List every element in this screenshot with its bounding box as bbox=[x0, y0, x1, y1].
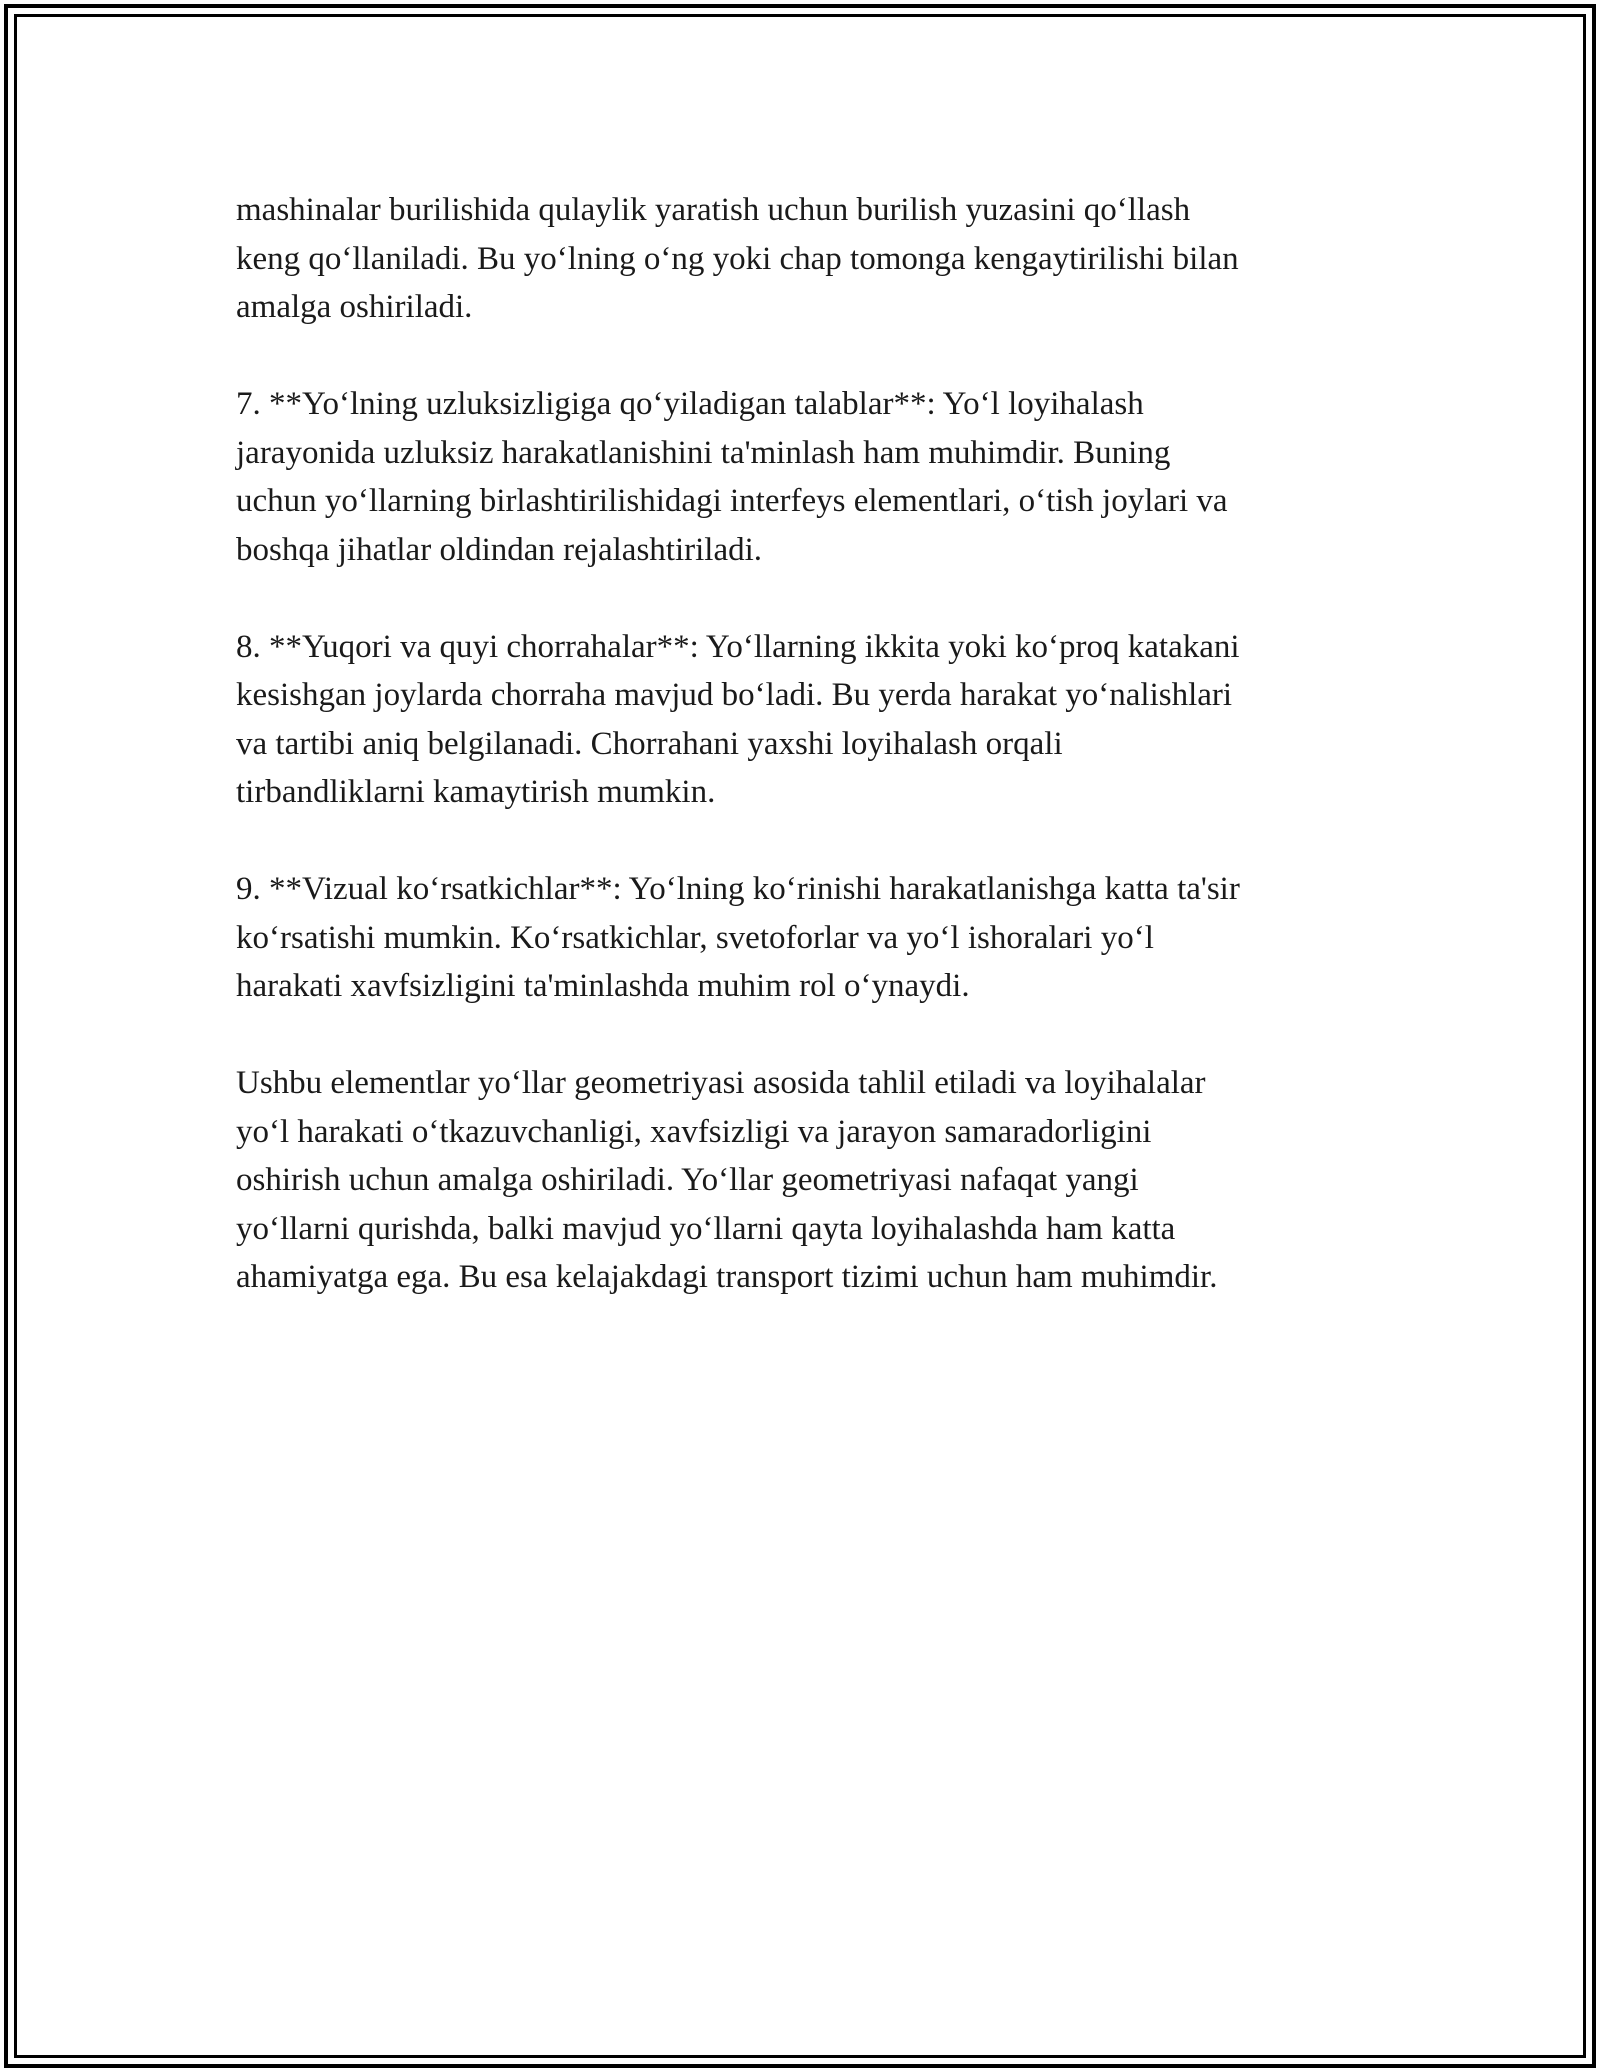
paragraph-item-8: 8. **Yuqori va quyi chorrahalar**: Yo‘llarning ikkita yoki ko‘proq katakani kesishgan joylarda chorraha mavjud bo‘ladi. Bu yerda harakat yo‘nalishlari va tartibi aniq belgilanadi. Chorrahani yaxshi loyihalash orqali tirbandliklarni kamaytirish mumkin. bbox=[236, 628, 1240, 810]
paragraph-item-9: 9. **Vizual ko‘rsatkichlar**: Yo‘lning ko‘rinishi harakatlanishga katta ta'sir ko‘rsatishi mumkin. Ko‘rsatkichlar, svetoforlar va yo‘l ishoralari yo‘l harakati xavfsizligini ta'minlashda muhim rol o‘ynaydi. bbox=[236, 871, 1240, 1004]
document-body bbox=[236, 186, 1386, 1350]
paragraph-conclusion: Ushbu elementlar yo‘llar geometriyasi asosida tahlil etiladi va loyihalalar yo‘l harakati o‘tkazuvchanligi, xavfsizligi va jarayon samaradorligini oshirish uchun amalga oshiriladi. Yo‘llar geometriyasi nafaqat yangi yo‘llarni qurishda, balki mavjud yo‘llarni qayta loyihalashda ham katta ahamiyatga ega. Bu esa kelajakdagi transport tizimi uchun ham muhimdir. bbox=[236, 1065, 1218, 1295]
paragraph-item-7: 7. **Yo‘lning uzluksizligiga qo‘yiladigan talablar**: Yo‘l loyihalash jarayonida uzluksiz harakatlanishini ta'minlash ham muhimdir. Buning uchun yo‘llarning birlashtirilishidagi interfeys elementlari, o‘tish joylari va boshqa jihatlar oldindan rejalashtiriladi. bbox=[236, 386, 1228, 568]
paragraph-intro: mashinalar burilishida qulaylik yaratish uchun burilish yuzasini qo‘llash keng qo‘llaniladi. Bu yo‘lning o‘ng yoki chap tomonga kengaytirilishi bilan amalga oshiriladi. bbox=[236, 192, 1239, 325]
